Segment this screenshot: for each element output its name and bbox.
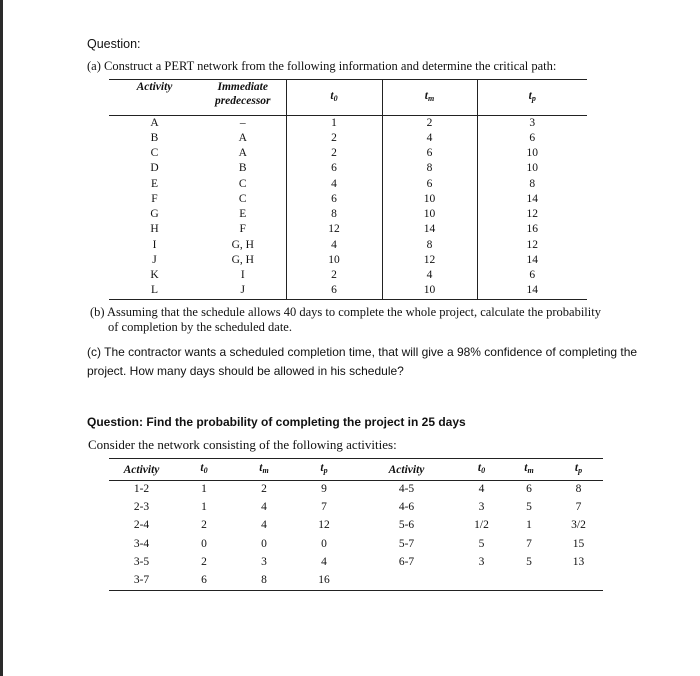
part-c-line-1: (c) The contractor wants a scheduled completion time, that will give a 98% confidence of completing the (87, 345, 638, 359)
cell-activity-left: 1-2 (133, 483, 150, 495)
cell-to: 6 (286, 192, 382, 207)
cell-activity-left: 3-5 (133, 555, 150, 568)
part-c-line-2: project. How many days should be allowed in his schedule? (87, 364, 404, 378)
header2-tm-left: $t_m$ (259, 462, 269, 475)
table-row (109, 223, 587, 238)
cell-activity: C (150, 147, 159, 160)
cell-activity-right: 6-7 (398, 555, 415, 568)
cell-tp: 12 (477, 207, 587, 222)
cell-to: 10 (286, 253, 382, 268)
cell-predecessor: E (239, 208, 247, 221)
cell-activity: A (150, 116, 159, 129)
cell-to-right: 3 (478, 501, 485, 514)
cell-predecessor: C (238, 192, 247, 205)
cell-tp: 12 (477, 238, 587, 253)
cell-tp-left: 4 (321, 555, 327, 568)
cell-activity-right: 5-6 (398, 519, 415, 532)
header2-activity-right: Activity (388, 463, 425, 476)
cell-predecessor: G, H (231, 238, 254, 251)
cell-tp-left: 7 (321, 501, 327, 514)
cell-to-right: 1/2 (474, 519, 489, 532)
cell-to: 2 (286, 147, 382, 162)
cell-tp-right: 15 (572, 537, 585, 550)
cell-to: 4 (286, 177, 382, 192)
cell-tm: 4 (382, 268, 477, 283)
cell-predecessor: C (238, 177, 247, 190)
table-row (109, 572, 603, 590)
cell-tp: 16 (477, 223, 587, 238)
cell-activity-left: 2-4 (133, 519, 150, 532)
cell-tm-right: 7 (526, 537, 532, 550)
cell-to: 4 (286, 238, 382, 253)
table-row (109, 499, 603, 517)
cell-tp-right (554, 572, 603, 590)
cell-tm: 12 (382, 253, 477, 268)
header2-tm-right: $t_m$ (524, 462, 534, 475)
cell-tm: 10 (382, 284, 477, 300)
cell-to-left: 1 (201, 501, 207, 514)
cell-activity-right: 5-7 (398, 537, 415, 550)
cell-to-right: 5 (478, 537, 485, 550)
cell-tp-right: 3/2 (571, 519, 586, 532)
table-row (109, 192, 587, 207)
table-row (109, 147, 587, 162)
cell-activity: K (150, 269, 159, 282)
cell-tp-right: 13 (572, 555, 585, 568)
cell-to: 2 (286, 131, 382, 146)
cell-to: 12 (286, 223, 382, 238)
table-row (109, 238, 587, 253)
cell-tm: 8 (382, 238, 477, 253)
header2-activity-left: Activity (123, 463, 160, 476)
cell-activity: I (152, 238, 157, 251)
cell-predecessor: – (239, 116, 246, 129)
cell-predecessor: G, H (231, 253, 254, 266)
question-heading: Question: (87, 37, 141, 51)
cell-tm: 10 (382, 192, 477, 207)
cell-tm-left: 4 (261, 519, 267, 532)
cell-activity-left: 3-4 (133, 537, 150, 550)
cell-tm-left: 3 (261, 555, 267, 568)
cell-tp: 6 (477, 131, 587, 146)
cell-tm-right: 5 (526, 501, 532, 514)
cell-to-right: 3 (478, 555, 485, 568)
cell-to: 6 (286, 284, 382, 300)
cell-tm: 6 (382, 177, 477, 192)
cell-tm-left: 2 (261, 483, 267, 495)
cell-tp: 8 (477, 177, 587, 192)
cell-activity-left: 2-3 (133, 501, 150, 514)
cell-to-left: 1 (201, 483, 207, 495)
table-row (109, 284, 587, 300)
cell-tp-left: 9 (321, 483, 327, 495)
cell-tp: 10 (477, 147, 587, 162)
pert-activity-table (109, 79, 587, 300)
cell-tm-right: 1 (526, 519, 532, 532)
cell-tp-left: 0 (321, 537, 327, 550)
cell-to-left: 0 (201, 537, 207, 550)
cell-tp-right: 8 (575, 483, 582, 495)
table-row (109, 207, 587, 222)
cell-tm: 14 (382, 223, 477, 238)
cell-tm-right (504, 572, 554, 590)
left-edge-border (0, 0, 3, 676)
cell-tm: 2 (382, 116, 477, 132)
cell-tp-left: 12 (318, 519, 330, 532)
cell-predecessor: J (240, 284, 245, 297)
cell-to-left: 6 (201, 573, 207, 586)
cell-tp: 14 (477, 253, 587, 268)
cell-tm-left: 4 (261, 501, 267, 514)
header2-tp-right: $t_p$ (574, 462, 583, 475)
header-tm: $t_m$ (382, 80, 477, 116)
cell-tm-left: 8 (261, 573, 267, 586)
cell-activity: J (152, 253, 157, 266)
cell-tm-right: 5 (526, 555, 532, 568)
header2-tp-left: $t_p$ (320, 462, 328, 475)
cell-predecessor: F (239, 223, 246, 236)
cell-activity-right: 4-6 (398, 501, 415, 514)
cell-activity-right: 4-5 (398, 483, 415, 495)
header-immediate-predecessor: Immediate predecessor (214, 81, 271, 107)
table-row (109, 116, 587, 132)
cell-tm-left: 0 (261, 537, 267, 550)
table-row (109, 535, 603, 553)
cell-predecessor: B (238, 162, 247, 175)
cell-tp-right: 7 (575, 501, 582, 514)
cell-tm: 4 (382, 131, 477, 146)
cell-tm: 8 (382, 162, 477, 177)
cell-tm-right: 6 (526, 483, 532, 495)
cell-tp: 3 (477, 116, 587, 132)
cell-activity-left: 3-7 (133, 573, 150, 586)
cell-to-left: 2 (201, 519, 207, 532)
part-a-text: (a) Construct a PERT network from the following information and determine the critical path: (87, 59, 557, 73)
cell-activity: E (150, 177, 159, 190)
cell-activity: H (150, 223, 159, 236)
header-activity: Activity (136, 81, 173, 93)
question-2-heading: Question: Find the probability of completing the project in 25 days (87, 415, 466, 429)
table-row (109, 517, 603, 535)
cell-to: 1 (286, 116, 382, 132)
cell-activity: B (150, 132, 159, 144)
cell-tp: 14 (477, 192, 587, 207)
table-row (109, 481, 603, 499)
cell-predecessor: I (240, 269, 245, 282)
cell-predecessor: A (238, 147, 247, 160)
table-row (109, 162, 587, 177)
table-row (109, 177, 587, 192)
cell-activity: L (150, 284, 159, 297)
header-tp: $t_p$ (477, 80, 587, 116)
cell-to: 2 (286, 268, 382, 283)
cell-tm: 6 (382, 147, 477, 162)
network-activity-table (109, 458, 603, 591)
cell-tp: 14 (477, 284, 587, 300)
cell-to: 6 (286, 162, 382, 177)
cell-activity: D (150, 162, 159, 175)
cell-tp: 6 (477, 268, 587, 283)
cell-predecessor: A (238, 132, 247, 144)
part-b-line-1: (b) Assuming that the schedule allows 40 days to complete the whole project, calculate the probability (90, 305, 601, 319)
header2-to-left: $t_0$ (200, 462, 208, 475)
consider-text: Consider the network consisting of the following activities: (88, 437, 397, 452)
cell-to: 8 (286, 207, 382, 222)
table-row (109, 554, 603, 572)
table-row (109, 253, 587, 268)
part-b-line-2: of completion by the scheduled date. (108, 320, 292, 334)
cell-tm: 10 (382, 207, 477, 222)
table-row (109, 268, 587, 283)
cell-tp-left: 16 (318, 573, 330, 586)
cell-activity: G (150, 208, 159, 221)
cell-activity-right (354, 572, 459, 590)
cell-tp: 10 (477, 162, 587, 177)
table-row (109, 131, 587, 146)
cell-activity: F (151, 192, 158, 205)
cell-to-right: 4 (478, 483, 485, 495)
cell-to-left: 2 (201, 555, 207, 568)
header2-to-right: $t_0$ (477, 462, 486, 475)
cell-to-right (459, 572, 504, 590)
header-to: $t_0$ (286, 80, 382, 116)
